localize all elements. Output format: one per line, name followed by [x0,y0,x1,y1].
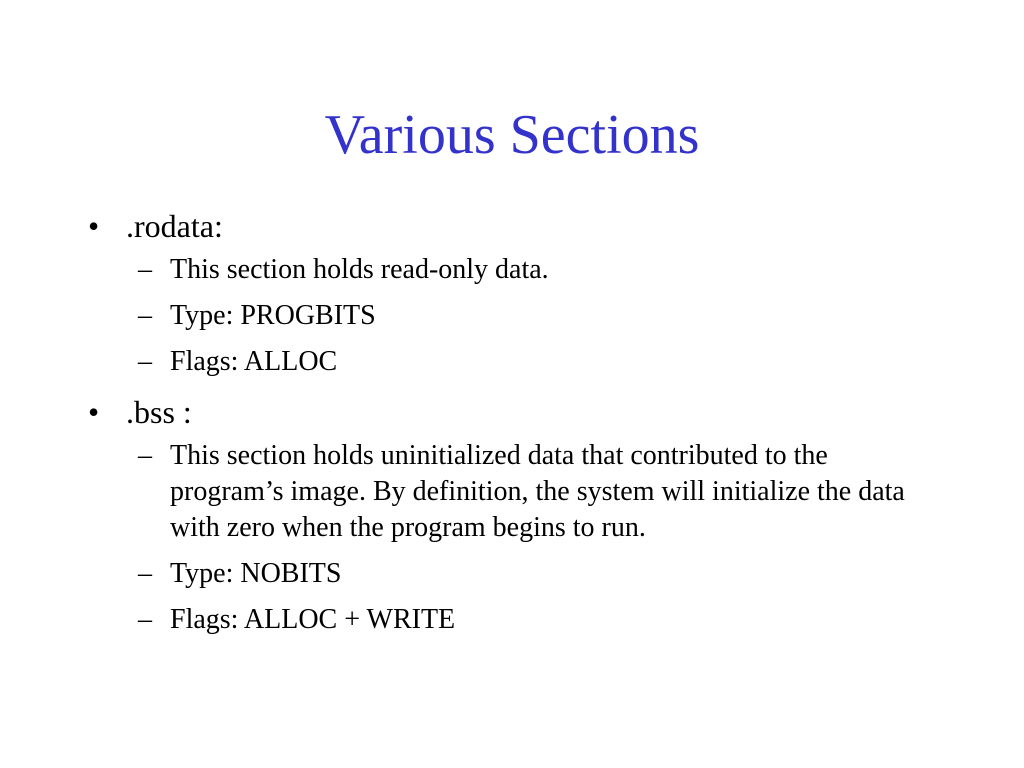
sub-item-text: This section holds uninitialized data that contributed to the program’s image. By definition, the system will initialize the data with zero when the program begins to run. [170,440,905,543]
sub-item [126,344,958,380]
dash-icon: – [138,346,152,377]
slide-title: Various Sections [324,104,700,166]
dash-icon: – [138,440,152,471]
sub-item [126,556,958,592]
bullet-icon: • [88,394,100,430]
dash-icon: – [138,558,152,589]
sub-item [126,298,958,334]
sub-item [126,252,958,288]
sub-item [126,438,958,546]
sub-item-text: Flags: ALLOC [170,346,338,377]
sub-item-text: Flags: ALLOC + WRITE [170,604,456,635]
sub-item-text: This section holds read-only data. [170,254,549,285]
dash-icon: – [138,254,152,285]
bullet-item-bss [88,390,958,638]
bullet-label: .rodata: [126,208,223,244]
bullet-label: .bss : [126,394,192,430]
bullet-list [88,204,958,648]
bullet-item-rodata [88,204,958,380]
sub-item [126,602,958,638]
dash-icon: – [138,300,152,331]
sub-item-text: Type: PROGBITS [170,300,376,331]
sub-list-bss [126,438,958,638]
sub-list-rodata [126,252,958,380]
bullet-icon: • [88,208,100,244]
dash-icon: – [138,604,152,635]
sub-item-text: Type: NOBITS [170,558,342,589]
